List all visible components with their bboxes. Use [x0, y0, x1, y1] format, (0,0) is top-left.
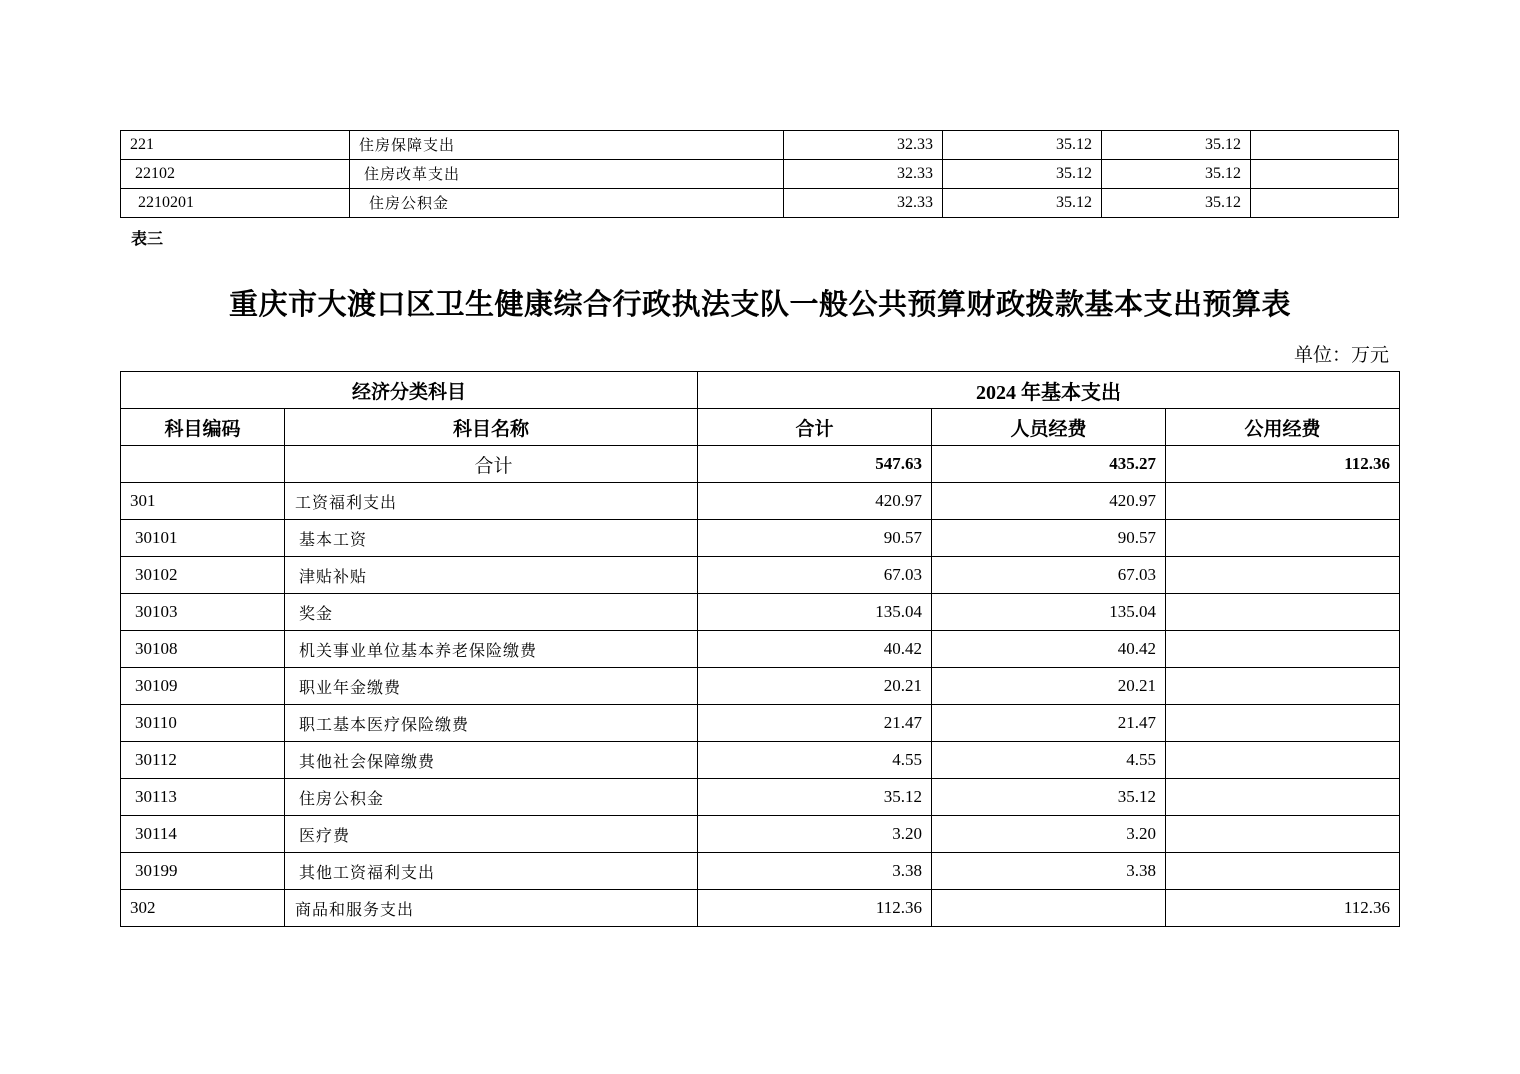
table-row	[121, 483, 1400, 520]
subject-code: 30110	[121, 705, 285, 742]
subject-name: 基本工资	[285, 520, 698, 557]
value-cell: 35.12	[943, 189, 1102, 218]
header-public-funds: 公用经费	[1166, 409, 1400, 446]
subject-code: 221	[121, 131, 350, 160]
value-cell: 32.33	[784, 160, 943, 189]
subject-code: 30101	[121, 520, 285, 557]
value-cell: 32.33	[784, 131, 943, 160]
total-cell: 67.03	[698, 557, 932, 594]
header-row	[121, 409, 1400, 446]
subject-code: 30112	[121, 742, 285, 779]
subject-name: 合计	[285, 446, 698, 483]
public-cell	[1166, 631, 1400, 668]
personnel-cell: 3.38	[932, 853, 1166, 890]
personnel-cell: 4.55	[932, 742, 1166, 779]
total-cell: 547.63	[698, 446, 932, 483]
public-cell	[1166, 742, 1400, 779]
subject-code: 2210201	[121, 189, 350, 218]
public-cell	[1166, 816, 1400, 853]
subject-code	[121, 446, 285, 483]
subject-name: 住房保障支出	[350, 131, 784, 160]
public-cell	[1166, 594, 1400, 631]
value-cell: 35.12	[1102, 131, 1251, 160]
page-title: 重庆市大渡口区卫生健康综合行政执法支队一般公共预算财政拨款基本支出预算表	[228, 287, 1291, 321]
table-row	[121, 160, 1399, 189]
total-cell: 35.12	[698, 779, 932, 816]
total-cell: 21.47	[698, 705, 932, 742]
subject-code: 30109	[121, 668, 285, 705]
public-cell: 112.36	[1166, 446, 1400, 483]
table-row	[121, 631, 1400, 668]
table-row	[121, 557, 1400, 594]
subject-name: 津贴补贴	[285, 557, 698, 594]
subject-name: 职业年金缴费	[285, 668, 698, 705]
budget-table	[120, 371, 1400, 927]
total-cell: 4.55	[698, 742, 932, 779]
value-cell	[1251, 160, 1399, 189]
public-cell: 112.36	[1166, 890, 1400, 927]
total-cell: 40.42	[698, 631, 932, 668]
table-row	[121, 816, 1400, 853]
public-cell	[1166, 557, 1400, 594]
public-cell	[1166, 853, 1400, 890]
header-economic-classification: 经济分类科目	[121, 372, 698, 409]
value-cell: 32.33	[784, 189, 943, 218]
total-cell: 3.20	[698, 816, 932, 853]
subject-code: 22102	[121, 160, 350, 189]
total-cell: 3.38	[698, 853, 932, 890]
subject-code: 302	[121, 890, 285, 927]
subject-code: 30108	[121, 631, 285, 668]
table-row	[121, 594, 1400, 631]
public-cell	[1166, 520, 1400, 557]
personnel-cell: 40.42	[932, 631, 1166, 668]
subject-code: 30103	[121, 594, 285, 631]
header-basic-expenditure: 2024 年基本支出	[698, 372, 1400, 409]
value-cell	[1251, 131, 1399, 160]
total-cell: 135.04	[698, 594, 932, 631]
personnel-cell: 3.20	[932, 816, 1166, 853]
subject-name: 商品和服务支出	[285, 890, 698, 927]
subject-name: 其他工资福利支出	[285, 853, 698, 890]
subject-name: 职工基本医疗保险缴费	[285, 705, 698, 742]
public-cell	[1166, 668, 1400, 705]
table-row	[121, 705, 1400, 742]
header-subject-code: 科目编码	[121, 409, 285, 446]
subject-name: 奖金	[285, 594, 698, 631]
value-cell: 35.12	[943, 160, 1102, 189]
table-row	[121, 668, 1400, 705]
table-row	[121, 131, 1399, 160]
total-cell: 20.21	[698, 668, 932, 705]
unit-label: 单位：万元	[1293, 344, 1389, 366]
subject-name: 机关事业单位基本养老保险缴费	[285, 631, 698, 668]
previous-table-continuation	[120, 130, 1399, 218]
public-cell	[1166, 779, 1400, 816]
value-cell: 35.12	[1102, 160, 1251, 189]
personnel-cell	[932, 890, 1166, 927]
subject-code: 30114	[121, 816, 285, 853]
table-row	[121, 779, 1400, 816]
table-row	[121, 520, 1400, 557]
value-cell	[1251, 189, 1399, 218]
subject-code: 30113	[121, 779, 285, 816]
value-cell: 35.12	[943, 131, 1102, 160]
subject-code: 301	[121, 483, 285, 520]
subject-name: 其他社会保障缴费	[285, 742, 698, 779]
subject-name: 住房改革支出	[350, 160, 784, 189]
personnel-cell: 35.12	[932, 779, 1166, 816]
table-row	[121, 189, 1399, 218]
personnel-cell: 20.21	[932, 668, 1166, 705]
subject-name: 住房公积金	[285, 779, 698, 816]
personnel-cell: 21.47	[932, 705, 1166, 742]
table-row	[121, 890, 1400, 927]
subject-name: 工资福利支出	[285, 483, 698, 520]
table-row	[121, 853, 1400, 890]
subject-name: 医疗费	[285, 816, 698, 853]
header-total: 合计	[698, 409, 932, 446]
subject-name: 住房公积金	[350, 189, 784, 218]
value-cell: 35.12	[1102, 189, 1251, 218]
total-cell: 112.36	[698, 890, 932, 927]
public-cell	[1166, 483, 1400, 520]
personnel-cell: 90.57	[932, 520, 1166, 557]
personnel-cell: 135.04	[932, 594, 1166, 631]
table-row	[121, 742, 1400, 779]
header-group-row	[121, 372, 1400, 409]
personnel-cell: 420.97	[932, 483, 1166, 520]
personnel-cell: 435.27	[932, 446, 1166, 483]
table-number-label: 表三	[131, 229, 164, 248]
header-personnel-funds: 人员经费	[932, 409, 1166, 446]
total-cell: 420.97	[698, 483, 932, 520]
personnel-cell: 67.03	[932, 557, 1166, 594]
header-subject-name: 科目名称	[285, 409, 698, 446]
subject-code: 30102	[121, 557, 285, 594]
public-cell	[1166, 705, 1400, 742]
total-cell: 90.57	[698, 520, 932, 557]
subject-code: 30199	[121, 853, 285, 890]
total-row	[121, 446, 1400, 483]
